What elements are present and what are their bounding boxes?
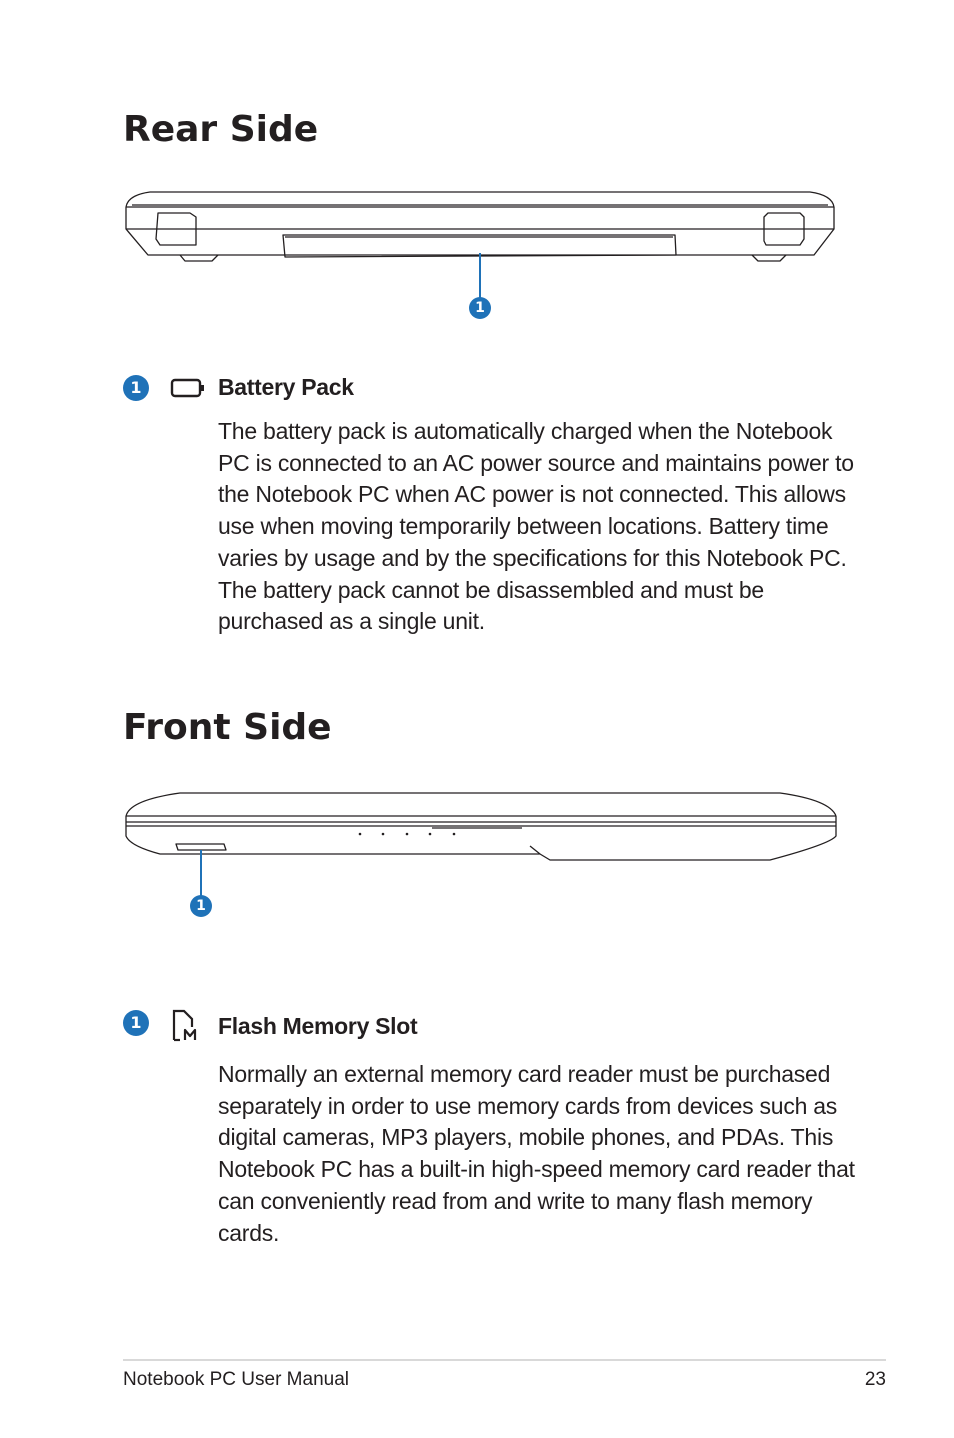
footer-divider — [123, 1359, 886, 1361]
rear-side-laptop-illustration — [120, 185, 842, 270]
battery-pack-heading: Battery Pack — [218, 374, 354, 400]
front-callout-line — [200, 850, 202, 896]
front-side-title: Front Side — [123, 707, 332, 748]
rear-callout-badge: 1 — [469, 297, 491, 319]
flash-memory-slot-description: Normally an external memory card reader must be purchased separately in order to use memory cards from devices such as digital cameras, MP3 players, mobile phones, and PDAs. This Notebook PC has a built-in high-speed memory card reader that can conveniently read from and write to many flash memory cards. — [218, 1061, 855, 1246]
front-callout-badge: 1 — [190, 895, 212, 917]
flash-memory-item-number: 1 — [123, 1010, 149, 1036]
front-side-laptop-illustration — [120, 788, 842, 868]
flash-memory-card-icon — [170, 1007, 202, 1043]
battery-icon — [170, 377, 206, 399]
rear-side-title: Rear Side — [123, 109, 319, 150]
flash-memory-slot-heading: Flash Memory Slot — [218, 1013, 418, 1039]
battery-pack-item-number: 1 — [123, 375, 149, 401]
page-number: 23 — [864, 1369, 886, 1390]
battery-pack-description: The battery pack is automatically charged when the Notebook PC is connected to an AC power source and maintains power to the Notebook PC when AC power is not connected. This allows use when moving temporarily between locations. Battery time varies by usage and by the specifications for this Notebook PC. The battery pack cannot be disassembled and must be purchased as a single unit. — [218, 418, 854, 635]
footer-manual-title: Notebook PC User Manual — [123, 1369, 349, 1390]
rear-callout-line — [479, 253, 481, 298]
